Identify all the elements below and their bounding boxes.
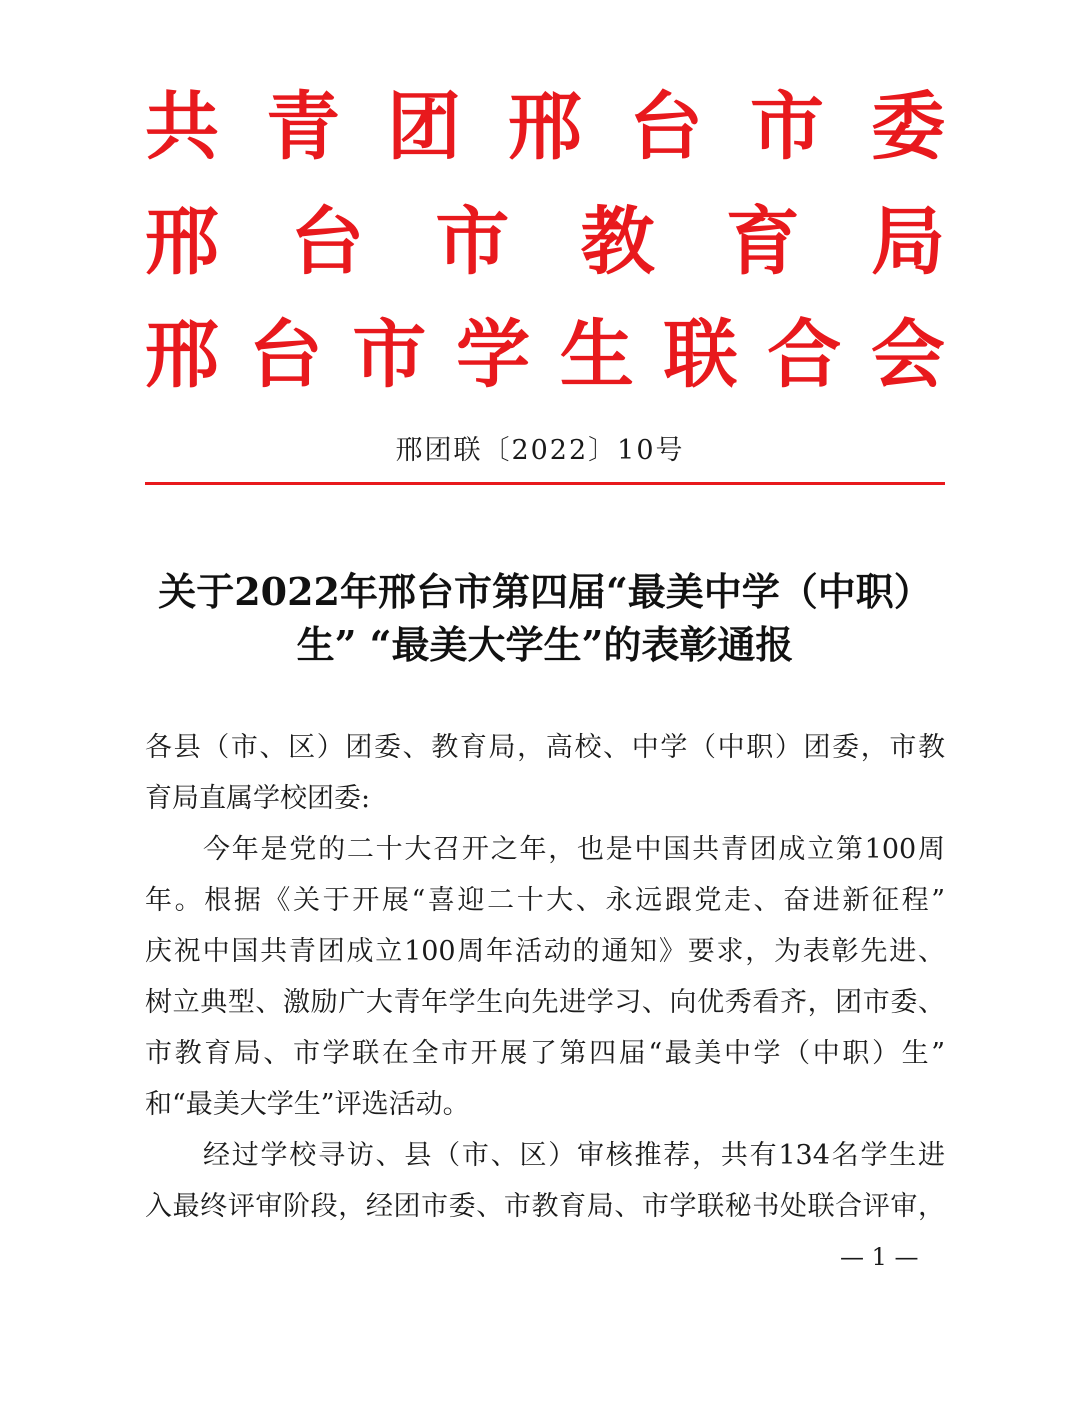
masthead-char: 邢 <box>508 84 582 170</box>
masthead-char: 联 <box>663 312 738 398</box>
document-body <box>145 722 945 1232</box>
masthead-char: 青 <box>266 84 340 170</box>
masthead-char: 市 <box>352 312 427 398</box>
masthead-char: 学 <box>456 312 531 398</box>
masthead-line-3 <box>145 312 945 398</box>
paragraph-line: 年。根据《关于开展“喜迎二十大、永远跟党走、奋进新征程” <box>145 885 945 916</box>
masthead-char: 生 <box>559 312 634 398</box>
masthead-char: 邢 <box>145 199 219 285</box>
masthead-char: 合 <box>767 312 842 398</box>
page-number: — 1 — <box>840 1243 919 1271</box>
masthead-char: 教 <box>580 199 655 285</box>
masthead-char: 共 <box>145 84 219 170</box>
masthead-char: 邢 <box>145 312 219 398</box>
masthead-char: 委 <box>871 84 945 170</box>
masthead-char: 局 <box>870 199 945 285</box>
salutation-line: 各县（市、区）团委、教育局，高校、中学（中职）团委，市教 <box>145 732 945 763</box>
paragraph-line: 市教育局、市学联在全市开展了第四届“最美中学（中职）生” <box>145 1038 945 1069</box>
paragraph-line: 庆祝中国共青团成立100周年活动的通知》要求，为表彰先进、 <box>145 936 945 967</box>
document-title-line-2: 生” “最美大学生”的表彰通报 <box>296 622 794 667</box>
masthead-line-2 <box>145 199 945 285</box>
paragraph-line: 今年是党的二十大召开之年，也是中国共青团成立第100周 <box>203 834 945 865</box>
masthead-char: 台 <box>248 312 323 398</box>
paragraph-line: 树立典型、激励广大青年学生向先进学习、向优秀看齐，团市委、 <box>145 987 945 1018</box>
masthead-char: 育 <box>725 199 800 285</box>
masthead-char: 会 <box>870 312 945 398</box>
masthead-char: 市 <box>435 199 510 285</box>
masthead-char: 团 <box>387 84 461 170</box>
salutation-line: 育局直属学校团委: <box>145 783 371 814</box>
red-divider-line <box>145 482 945 485</box>
document-title-line-1: 关于2022年邢台市第四届“最美中学（中职） <box>158 569 932 614</box>
masthead-char: 台 <box>290 199 365 285</box>
paragraph-line: 经过学校寻访、县（市、区）审核推荐，共有134名学生进 <box>203 1140 945 1171</box>
masthead-line-1 <box>145 84 945 170</box>
masthead-char: 市 <box>750 84 824 170</box>
masthead-char: 台 <box>629 84 703 170</box>
paragraph-line: 和“最美大学生”评选活动。 <box>145 1089 470 1120</box>
paragraph-line: 入最终评审阶段，经团市委、市教育局、市学联秘书处联合评审， <box>145 1191 945 1222</box>
document-number: 邢团联〔2022〕10号 <box>395 435 685 466</box>
